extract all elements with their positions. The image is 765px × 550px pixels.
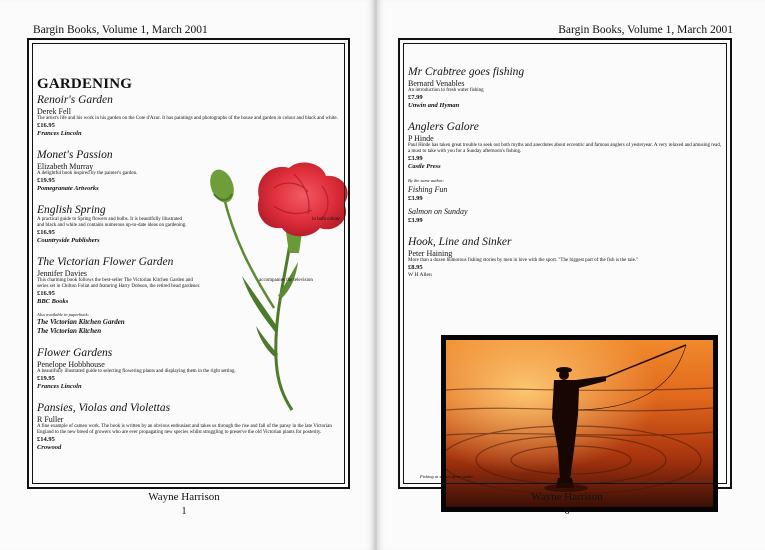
fisherman-sunset-photo xyxy=(446,340,713,507)
book-author: R Fuller xyxy=(37,415,64,424)
right-page-frame xyxy=(398,38,732,489)
book-publisher: Frances Lincoln xyxy=(37,130,82,137)
same-author-list xyxy=(408,178,722,225)
book-author: Jennifer Davies xyxy=(37,269,87,278)
book-publisher: Countryside Publishers xyxy=(37,237,100,244)
also-available-title: The Victorian Kitchen xyxy=(37,327,102,335)
book-description-continued: and black and white and contains numerous up-to-date ideas on gardening. xyxy=(37,223,187,228)
book-title: Renoir's Garden xyxy=(37,94,113,106)
book-entry xyxy=(37,94,340,138)
book-price: £7.99 xyxy=(408,94,423,101)
book-description: Paul Hinde has taken great trouble to seek out both myths and anecdotes about eccentric and famous anglers of yesteryear. A very relaxed and amusing read, a must to take with you for a Sunday afternoon's fishing. xyxy=(408,143,722,154)
book-publisher: Unwin and Hyman xyxy=(408,102,460,109)
book-description-aside: in both colour xyxy=(312,217,341,222)
right-page xyxy=(377,0,765,550)
book-title: The Victorian Flower Garden xyxy=(37,256,174,268)
book-description: More than a dozen humorous fishing stories by men in love with the sport. "The biggest part of the fish is the tale." xyxy=(408,258,639,263)
book-price: £8.95 xyxy=(408,264,423,271)
book-entry xyxy=(37,204,340,245)
book-description: A fine example of cameo work. The book is written by an obvious enthusiast and takes us through the rise and fall of the pansy in the late Victorian England to the new breed of growers who are ever propagating new species whilst struggling to preserve the old Victorian plants for posterity. xyxy=(37,424,332,435)
left-page-content xyxy=(37,76,340,481)
book-author: Derek Fell xyxy=(37,107,71,116)
running-head-left: Bargin Books, Volume 1, March 2001 xyxy=(33,24,208,36)
book-title: English Spring xyxy=(37,204,106,216)
running-head-right: Bargin Books, Volume 1, March 2001 xyxy=(558,24,733,36)
photo-caption: Fishing at sunset down under xyxy=(420,474,474,479)
book-author: Bernard Venables xyxy=(408,79,465,88)
book-description-continued: series set in Chilton Foliat and featuring Harry Dobson, the retired head gardener. xyxy=(37,284,201,289)
book-price: £16.95 xyxy=(37,290,55,297)
section-title: GARDENING xyxy=(37,76,133,92)
book-entry xyxy=(37,256,340,306)
photo-frame xyxy=(441,335,718,512)
book-title: Anglers Galore xyxy=(408,121,479,133)
also-available-note: Also available in paperback: xyxy=(37,312,90,317)
book-title: Mr Crabtree goes fishing xyxy=(408,66,525,78)
book-publisher: Frances Lincoln xyxy=(37,383,82,390)
book-publisher: Crowood xyxy=(37,444,62,451)
book-author: Peter Haining xyxy=(408,249,453,258)
left-page-frame xyxy=(27,38,350,489)
carnation-illustration xyxy=(204,158,364,413)
book-description-aside: accompanies the television xyxy=(259,278,313,283)
watermark-ghost xyxy=(149,95,165,142)
book-description: This charming book follows the best-seller The Victorian Kitchen Garden and xyxy=(37,278,193,283)
book-author: P Hinde xyxy=(408,134,434,143)
book-price: £14.95 xyxy=(37,436,55,443)
book-description: A delightful book inspired by the painter's garden. xyxy=(37,171,138,176)
book-title: Monet's Passion xyxy=(37,149,113,161)
book-description: An introduction to fresh water fishing xyxy=(408,88,484,93)
book-price: £3.99 xyxy=(408,217,423,224)
book-entry xyxy=(408,66,722,110)
book-publisher: Pomegranate Artworks xyxy=(37,185,99,192)
book-description: A beautifully illustrated guide to selecting flowering plants and displaying them in the right setting. xyxy=(37,369,236,374)
book-title: Salmon on Sunday xyxy=(408,207,468,216)
right-page-content xyxy=(408,66,722,481)
book-publisher: Castle Press xyxy=(408,163,441,170)
book-description: A practical guide to Spring flowers and bulbs. It is beautifully illustrated xyxy=(37,217,182,222)
footer-author-name: Wayne Harrison xyxy=(148,491,220,503)
book-publisher: BBC Books xyxy=(37,298,69,305)
book-author: Elizabeth Murray xyxy=(37,162,94,171)
book-entry xyxy=(408,121,722,171)
page-number: 1 xyxy=(181,506,187,517)
book-price: £19.95 xyxy=(37,375,55,382)
left-page xyxy=(0,0,374,550)
book-title: Pansies, Violas and Violettas xyxy=(37,402,171,414)
book-entry xyxy=(37,402,340,452)
book-title: Fishing Fun xyxy=(408,185,448,194)
book-title: Flower Gardens xyxy=(37,347,113,359)
book-title: Hook, Line and Sinker xyxy=(408,236,512,248)
book-entry xyxy=(37,149,340,193)
also-available xyxy=(37,312,340,336)
book-entry xyxy=(37,347,340,391)
footer-author-name: Wayne Harrison xyxy=(531,491,603,503)
book-price: £16.95 xyxy=(37,122,55,129)
book-author: Penelope Hobbhouse xyxy=(37,360,105,369)
same-author-note: By the same author: xyxy=(408,178,445,183)
book-price: £3.99 xyxy=(408,155,423,162)
book-price: £16.95 xyxy=(37,229,55,236)
also-available-title: The Victorian Kitchen Garden xyxy=(37,318,125,326)
book-publisher: W H Allen xyxy=(408,272,432,278)
page-number: 6 xyxy=(564,506,570,517)
book-price: £19.95 xyxy=(37,177,55,184)
book-description: The artist's life and his work in his garden on the Cote d'Azur. It has paintings and photographs of the house and garden in colour and black and white. xyxy=(37,116,338,121)
book-entry xyxy=(408,236,722,278)
book-price: £3.99 xyxy=(408,195,423,202)
